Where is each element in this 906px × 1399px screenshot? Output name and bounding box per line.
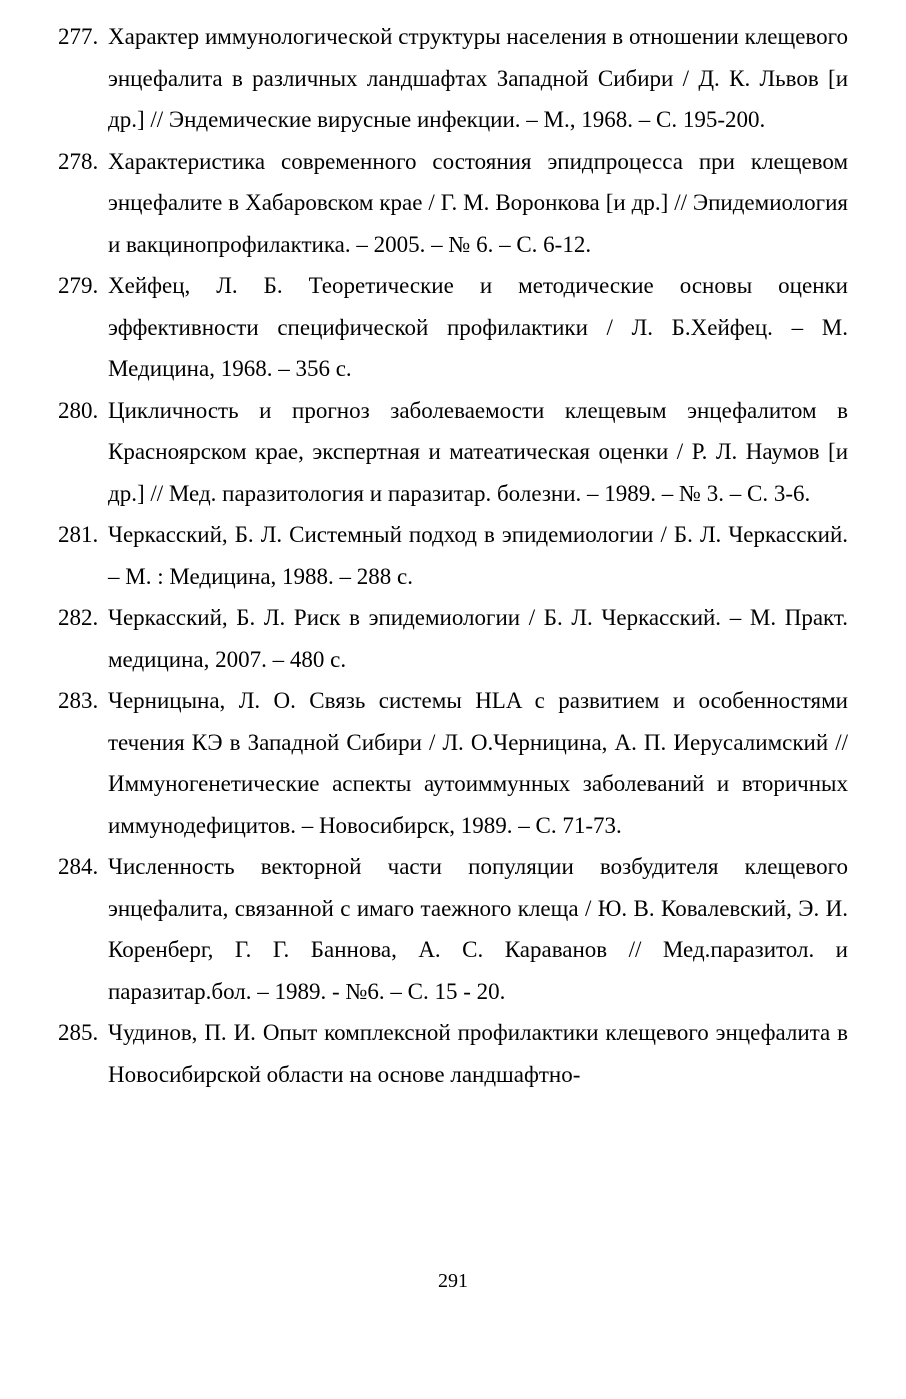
reference-item-282 (58, 597, 848, 680)
reference-text: Характер иммунологической структуры населения в отношении клещевого энцефалита в различных ландшафтах Западной Сибири / Д. К. Львов [и др.] // Эндемические вирусные инфекции. – М., 1968. – С. 195-200. (108, 24, 848, 132)
reference-text: Чудинов, П. И. Опыт комплексной профилактики клещевого энцефалита в Новосибирской области на основе ландшафтно- (108, 1020, 848, 1087)
reference-item-278 (58, 141, 848, 266)
reference-item-284 (58, 846, 848, 1012)
reference-number: 282. (58, 605, 99, 630)
reference-text: Черкасский, Б. Л. Риск в эпидемиологии / Б. Л. Черкасский. – М. Практ. медицина, 2007. – 480 с. (108, 605, 848, 672)
reference-text: Цикличность и прогноз заболеваемости клещевым энцефалитом в Красноярском крае, экспертная и матеатическая оценки / Р. Л. Наумов [и др.] // Мед. паразитология и паразитар. болезни. – 1989. – № 3. – С. 3-6. (108, 397, 848, 506)
reference-number: 280. (58, 397, 99, 423)
reference-number: 281. (58, 522, 99, 547)
reference-number: 284. (58, 854, 99, 879)
reference-text: Черкасский, Б. Л. Системный подход в эпидемиологии / Б. Л. Черкасский. – М. : Медицина, 1988. – 288 с. (108, 522, 848, 589)
page-number: 291 (438, 1270, 468, 1292)
reference-number: 285. (58, 1020, 99, 1045)
reference-text: Характеристика современного состояния эпидпроцесса при клещевом энцефалите в Хабаровском крае / Г. М. Воронкова [и др.] // Эпидемиология и вакцинопрофилактика. – 2005. – № 6. – С. 6-12. (108, 148, 848, 257)
reference-item-285 (58, 1012, 848, 1095)
reference-number: 279. (58, 273, 99, 298)
reference-item-281 (58, 514, 848, 597)
reference-number: 283. (58, 688, 99, 713)
reference-item-283 (58, 680, 848, 846)
reference-number: 278. (58, 148, 99, 174)
reference-text: Черницына, Л. О. Связь системы HLA с развитием и особенностями течения КЭ в Западной Сибири / Л. О.Черницина, А. П. Иерусалимский // Иммуногенетические аспекты аутоиммунных заболеваний и вторичных иммунодефицитов. – Новосибирск, 1989. – С. 71-73. (108, 688, 848, 838)
reference-item-279 (58, 265, 848, 390)
reference-item-277 (58, 16, 848, 141)
reference-item-280 (58, 390, 848, 515)
reference-text: Хейфец, Л. Б. Теоретические и методические основы оценки эффективности специфической профилактики / Л. Б.Хейфец. – М. Медицина, 1968. – 356 с. (108, 273, 848, 381)
reference-list (58, 16, 848, 1095)
reference-number: 277. (58, 24, 99, 49)
reference-text: Численность векторной части популяции возбудителя клещевого энцефалита, связанной с имаго таежного клеща / Ю. В. Ковалевский, Э. И. Коренберг, Г. Г. Баннова, А. С. Караванов // Мед.паразитол. и паразитар.бол. – 1989. - №6. – С. 15 - 20. (108, 854, 848, 1004)
